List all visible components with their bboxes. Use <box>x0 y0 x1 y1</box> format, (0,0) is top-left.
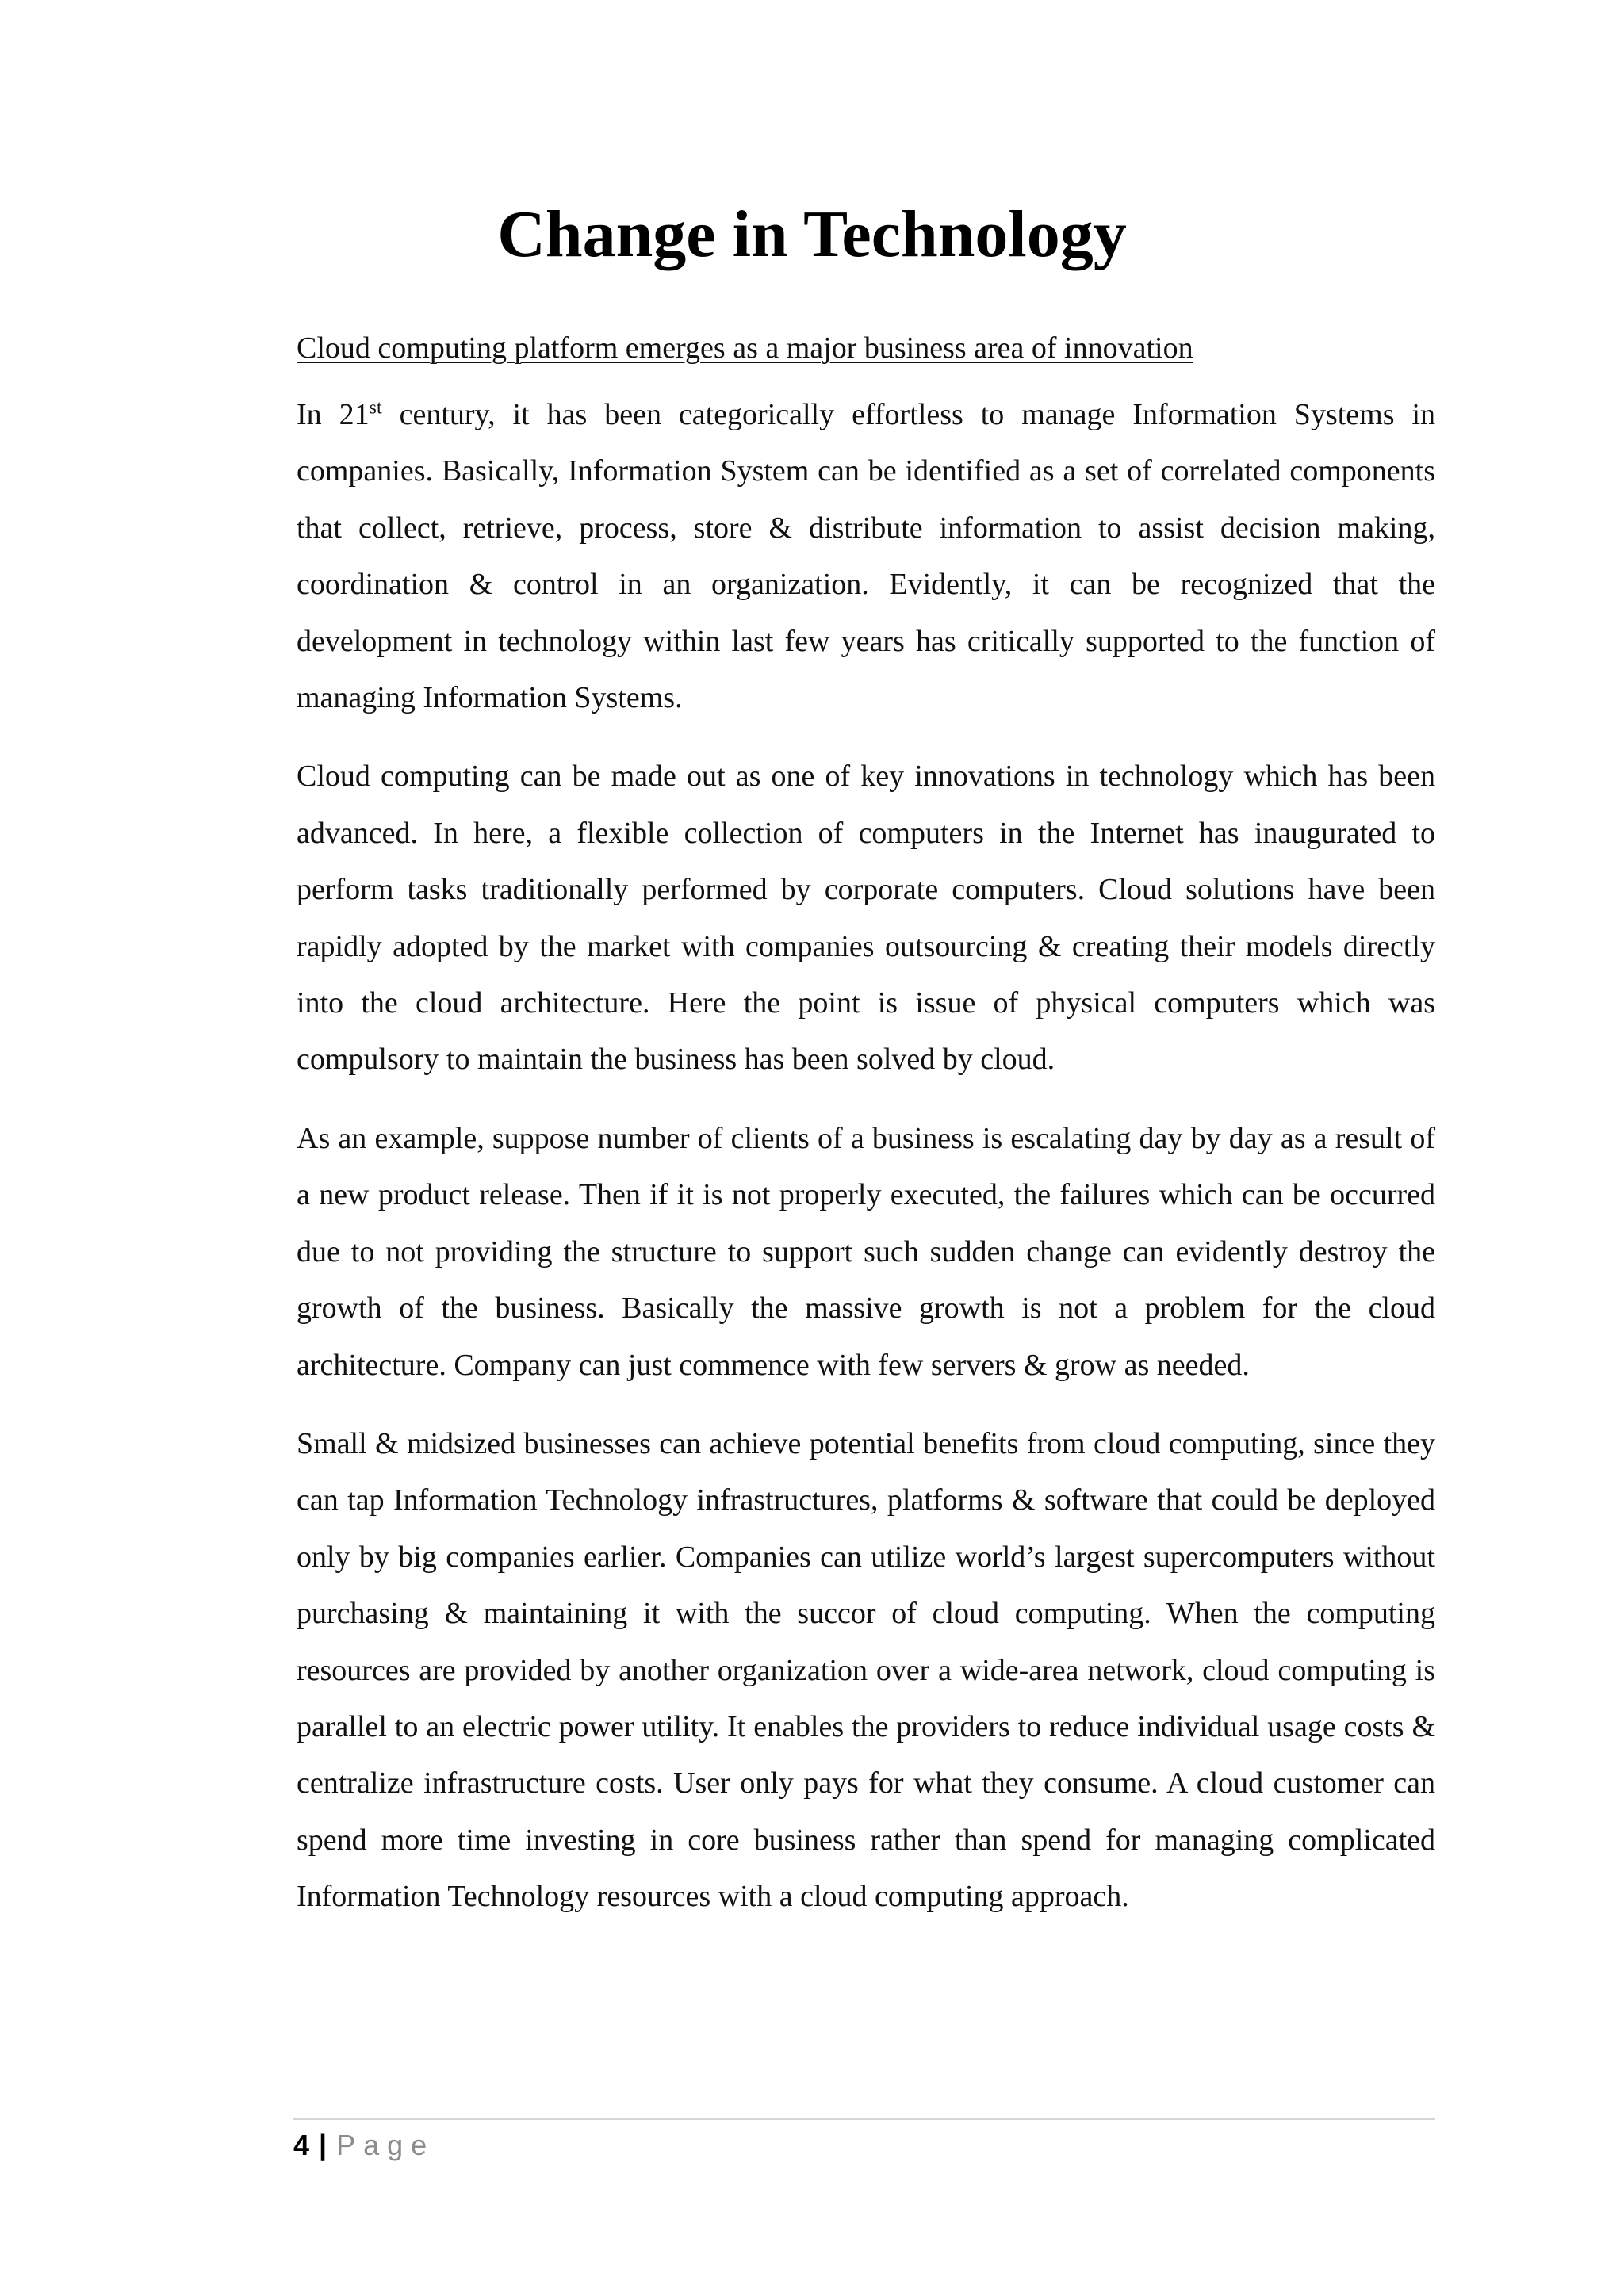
page-number: 4 <box>293 2129 310 2161</box>
paragraph-4: Small & midsized businesses can achieve potential benefits from cloud computing, since they can tap Information Technology infrastructures, platforms & software that could be deployed only by big companies earlier. Companies can utilize world’s largest supercomputers without purchasing & maintaining it with the succor of cloud computing. When the computing resources are provided by another organization over a wide-area network, cloud computing is parallel to an electric power utility. It enables the providers to reduce individual usage costs & centralize infrastructure costs. User only pays for what they consume. A cloud customer can spend more time investing in core business rather than spend for managing complicated Information Technology resources with a cloud computing approach. <box>297 1426 1435 1914</box>
page-footer <box>293 2126 435 2164</box>
ordinal-superscript: st <box>369 397 382 419</box>
footer-separator: | <box>319 2129 327 2161</box>
paragraph-1-rest: century, it has been categorically effortless to manage Information Systems in companies. Basically, Information System can be identified as a set of correlated components that collect, retrieve, process, store & distribute information to assist decision making, coordination & control in an organization. Evidently, it can be recognized that the development in technology within last few years has critically supported to the function of managing Information Systems. <box>297 398 1436 715</box>
page-label: Page <box>336 2129 435 2161</box>
page-title: Change in Technology <box>497 197 1127 271</box>
paragraph-3: As an example, suppose number of clients of a business is escalating day by day as a result of a new product release. Then if it is not properly executed, the failures which can be occurred due to not providing the structure to support such sudden change can evidently destroy the growth of the business. Basically the massive growth is not a problem for the cloud architecture. Company can just commence with few servers & grow as needed. <box>297 1121 1435 1382</box>
document-body <box>297 323 1435 1948</box>
paragraph-1-lead: In 21 <box>297 398 370 431</box>
section-heading: Cloud computing platform emerges as a major business area of innovation <box>297 331 1193 365</box>
footer-divider <box>293 2118 1435 2120</box>
paragraph-1 <box>297 387 1435 726</box>
paragraph-2: Cloud computing can be made out as one of key innovations in technology which has been advanced. In here, a flexible collection of computers in the Internet has inaugurated to perform tasks traditionally performed by corporate computers. Cloud solutions have been rapidly adopted by the market with companies outsourcing & creating their models directly into the cloud architecture. Here the point is issue of physical computers which was compulsory to maintain the business has been solved by cloud. <box>297 760 1435 1077</box>
